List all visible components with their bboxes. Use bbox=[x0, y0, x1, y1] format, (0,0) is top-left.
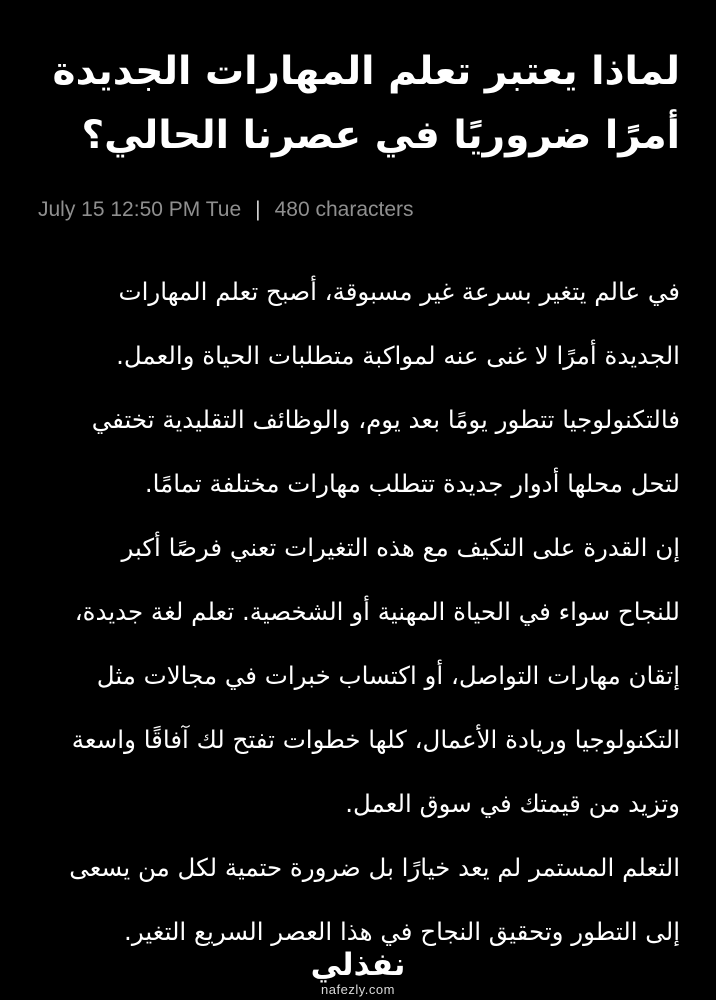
paragraph-line: فالتكنولوجيا تتطور يومًا بعد يوم، والوظائف التقليدية تختفي bbox=[91, 405, 680, 434]
paragraph-line: وتزيد من قيمتك في سوق العمل. bbox=[345, 789, 680, 818]
paragraph-line: إلى التطور وتحقيق النجاح في هذا العصر السريع التغير. bbox=[124, 917, 680, 946]
article-datetime: July 15 12:50 PM Tue bbox=[38, 198, 242, 221]
watermark-logo: نفذلي bbox=[310, 947, 406, 983]
paragraph-line: إتقان مهارات التواصل، أو اكتساب خبرات في مجالات مثل bbox=[96, 661, 680, 690]
paragraph-line: الجديدة أمرًا لا غنى عنه لمواكبة متطلبات الحياة والعمل. bbox=[116, 341, 680, 370]
paragraph-line: إن القدرة على التكيف مع هذه التغيرات تعني فرصًا أكبر bbox=[121, 533, 680, 562]
character-count: 480 characters bbox=[274, 198, 414, 221]
article-paragraph bbox=[38, 260, 680, 516]
watermark-url: nafezly.com bbox=[321, 982, 395, 997]
article-paragraph bbox=[38, 516, 680, 836]
article-title-line: لماذا يعتبر تعلم المهارات الجديدة bbox=[52, 49, 680, 94]
paragraph-line: التعلم المستمر لم يعد خيارًا بل ضرورة حتمية لكل من يسعى bbox=[69, 853, 680, 882]
article-meta bbox=[38, 198, 680, 222]
article-paragraph bbox=[38, 836, 680, 964]
article-body bbox=[38, 260, 680, 964]
meta-separator: | bbox=[255, 198, 261, 221]
paragraph-line: التكنولوجيا وريادة الأعمال، كلها خطوات تفتح لك آفاقًا واسعة bbox=[71, 725, 680, 754]
paragraph-line: في عالم يتغير بسرعة غير مسبوقة، أصبح تعلم المهارات bbox=[118, 277, 680, 306]
nafezly-watermark bbox=[0, 948, 716, 997]
article-title bbox=[38, 40, 680, 168]
paragraph-line: لتحل محلها أدوار جديدة تتطلب مهارات مختلفة تمامًا. bbox=[144, 469, 680, 498]
article-title-line: أمرًا ضروريًا في عصرنا الحالي؟ bbox=[81, 113, 680, 158]
paragraph-line: للنجاح سواء في الحياة المهنية أو الشخصية. تعلم لغة جديدة، bbox=[74, 597, 680, 626]
